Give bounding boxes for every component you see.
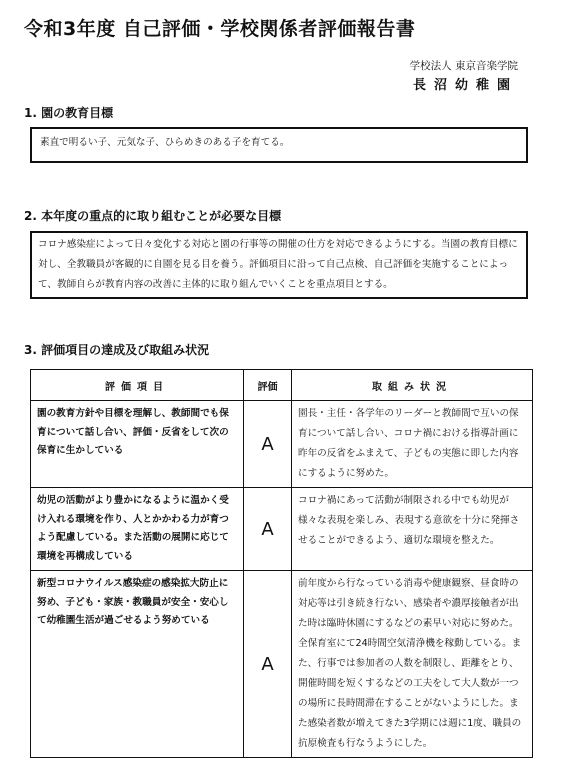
header-status: 取組み状況 bbox=[292, 370, 533, 401]
evaluation-grade: A bbox=[244, 571, 292, 758]
evaluation-item: 園の教育方針や目標を理解し、教師間でも保育について話し合い、評価・反省をして次の保育に生かしている bbox=[31, 401, 244, 488]
evaluation-grade: A bbox=[244, 488, 292, 571]
evaluation-status: 園長・主任・各学年のリーダーと教師間で互いの保育について話し合い、コロナ禍における指導計画に昨年の反省をふまえて、子どもの実態に即した内容にするように努めた。 bbox=[292, 401, 533, 488]
education-goal-box bbox=[30, 127, 528, 163]
table-row bbox=[31, 571, 533, 758]
evaluation-grade: A bbox=[244, 401, 292, 488]
evaluation-item: 幼児の活動がより豊かになるように温かく受け入れる環境を作り、人とかかわる力が育つよう配慮している。また活動の展開に応じて環境を再構成している bbox=[31, 488, 244, 571]
organization-name: 学校法人 東京音楽学院 bbox=[409, 60, 518, 72]
table-row bbox=[31, 488, 533, 571]
table-header-row bbox=[31, 370, 533, 401]
evaluation-status: 前年度から行なっている消毒や健康観察、昼食時の対応等は引き続き行ない、感染者や濃厚接触者が出た時は臨時休園にするなどの素早い対応に努めた。全保育室にて24時間空気清浄機を稼動している。また、行事では参加者の人数を制限し、距離をとり、開催時間を短くするなどの工夫をして大人数が一つの場所に長時間滞在することがないようにした。また感染者数が増えてきた3学期には週に1度、職員の抗原検査も行なうようにした。 bbox=[292, 571, 533, 758]
education-goal-text: 素直で明るい子、元気な子、ひらめきのある子を育てる。 bbox=[40, 137, 290, 148]
evaluation-item: 新型コロナウイルス感染症の感染拡大防止に努め、子ども・家族・教職員が安全・安心して幼稚園生活が過ごせるよう努めている bbox=[31, 571, 244, 758]
priority-goal-box bbox=[30, 231, 528, 299]
header-item: 評価項目 bbox=[31, 370, 244, 401]
section-heading-1: 1. 園の教育目標 bbox=[24, 106, 114, 120]
page-title: 令和3年度 自己評価・学校関係者評価報告書 bbox=[24, 18, 416, 40]
header-grade: 評価 bbox=[244, 370, 292, 401]
section-heading-3: 3. 評価項目の達成及び取組み状況 bbox=[24, 343, 210, 357]
school-name: 長沼幼稚園 bbox=[412, 78, 518, 93]
section-heading-2: 2. 本年度の重点的に取り組むことが必要な目標 bbox=[24, 209, 282, 223]
priority-goal-text: コロナ感染症によって日々変化する対応と園の行事等の開催の仕方を対応できるようにする。当園の教育目標に対し、全教職員が客観的に自園を見る目を養う。評価項目に沿って自己点検、自己評価を実施することによって、教師自らが教育内容の改善に主体的に取り組んでいくことを重点項目とする。 bbox=[38, 239, 518, 290]
table-row bbox=[31, 401, 533, 488]
evaluation-table bbox=[30, 369, 533, 758]
evaluation-status: コロナ禍にあって活動が制限される中でも幼児が様々な表現を楽しみ、表現する意欲を十分に発揮させることができるよう、適切な環境を整えた。 bbox=[292, 488, 533, 571]
